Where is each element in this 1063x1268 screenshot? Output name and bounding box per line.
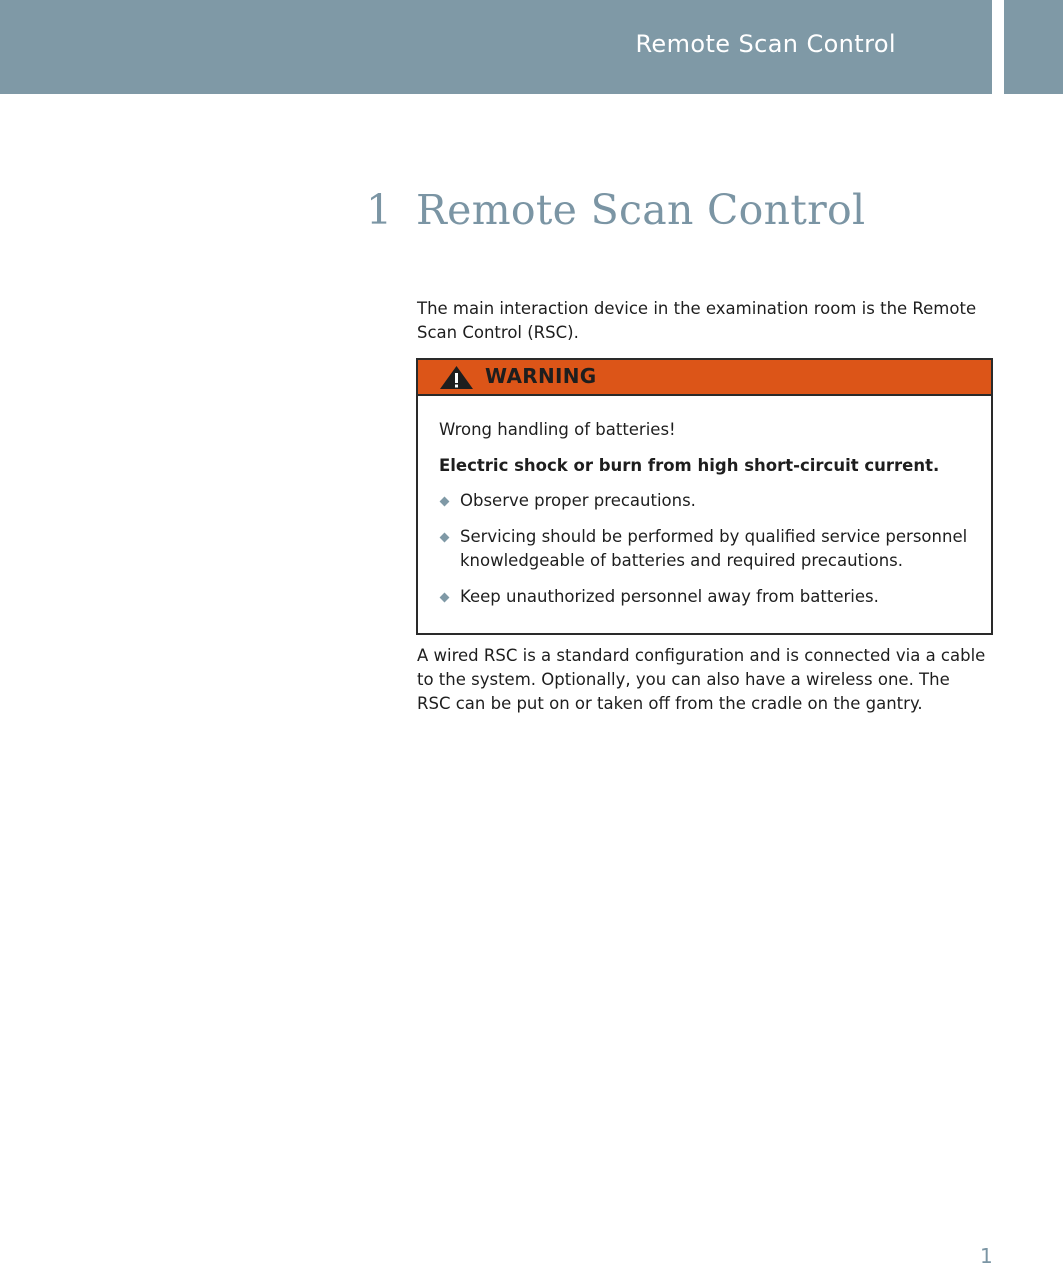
warning-header	[418, 360, 991, 396]
diamond-bullet-icon	[440, 533, 450, 543]
chapter-number: 1	[366, 186, 393, 234]
chapter-title: Remote Scan Control	[416, 186, 866, 234]
warning-triangle-icon	[439, 365, 474, 390]
warning-measure-text: Servicing should be performed by qualified service personnel knowledgeable of batteries and required precautions.	[460, 527, 968, 570]
warning-measure-text: Observe proper precautions.	[460, 491, 696, 510]
warning-hazard: Wrong handling of batteries!	[439, 420, 676, 439]
warning-consequence: Electric shock or burn from high short-circuit current.	[439, 456, 940, 475]
warning-measure	[439, 525, 974, 573]
page-number: 1	[980, 1244, 993, 1268]
warning-box	[416, 358, 993, 635]
header-title: Remote Scan Control	[635, 30, 896, 58]
diamond-bullet-icon	[440, 593, 450, 603]
header-tab	[1004, 0, 1063, 94]
warning-measure-text: Keep unauthorized personnel away from batteries.	[460, 587, 879, 606]
body-paragraph: A wired RSC is a standard configuration and is connected via a cable to the system. Optionally, you can also have a wireless one. The RSC can be put on or taken off from the cradle on the gantry.	[417, 646, 986, 713]
warning-measure	[439, 489, 974, 513]
warning-measure	[439, 585, 974, 609]
warning-label: WARNING	[485, 364, 597, 388]
chapter-heading	[366, 186, 865, 234]
warning-hazard-block	[439, 418, 974, 442]
diamond-bullet-icon	[440, 497, 450, 507]
intro-paragraph: The main interaction device in the examination room is the Remote Scan Control (RSC).	[417, 299, 977, 342]
header-bar	[0, 0, 992, 94]
